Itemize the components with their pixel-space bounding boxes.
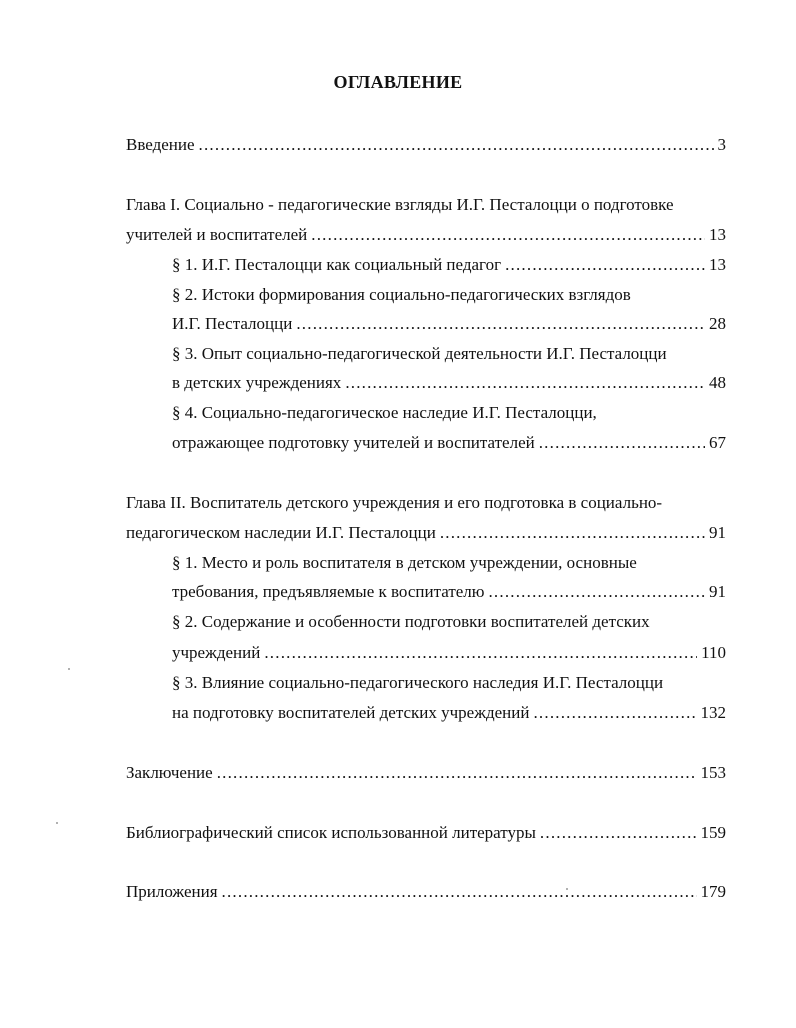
toc-entry-chapter2 (126, 522, 726, 544)
toc-page-number: 3 (717, 135, 726, 154)
ch2-sec3-line1: § 3. Влияние социально-педагогического наследия И.Г. Песталоцци (172, 673, 664, 692)
leader-dots (345, 372, 705, 394)
scan-speck (68, 668, 70, 670)
toc-entry-label: Введение (126, 135, 195, 154)
toc-entry-label: учреждений (172, 643, 261, 662)
toc-entry-label: отражающее подготовку учителей и воспитателей (172, 433, 535, 452)
ch2-sec1-line1: § 1. Место и роль воспитателя в детском учреждении, основные (172, 553, 637, 572)
toc-entry-ch2-sec1 (172, 581, 726, 603)
toc-entry-ch1-sec1 (172, 254, 726, 276)
toc-entry-label: учителей и воспитателей (126, 225, 308, 244)
toc-page-number: 13 (709, 225, 726, 244)
toc-page-number: 132 (700, 703, 726, 722)
leader-dots (505, 254, 705, 276)
leader-dots (539, 432, 705, 454)
toc-page-number: 48 (709, 373, 726, 392)
leader-dots (488, 581, 705, 603)
leader-dots (222, 881, 697, 903)
leader-dots (540, 822, 697, 844)
toc-entry-label: на подготовку воспитателей детских учреждений (172, 703, 530, 722)
chapter2-title-line1: Глава II. Воспитатель детского учреждения и его подготовка в социально- (126, 493, 663, 512)
toc-entry-label: в детских учреждениях (172, 373, 342, 392)
toc-entry-bibliography (126, 822, 726, 844)
toc-entry-label: Приложения (126, 882, 218, 901)
scan-speck (566, 888, 568, 890)
toc-entry-ch1-sec3 (172, 372, 726, 394)
toc-entry-label: педагогическом наследии И.Г. Песталоцци (126, 523, 436, 542)
chapter1-title-line1: Глава I. Социально - педагогические взгляды И.Г. Песталоцци о подготовке (126, 195, 674, 214)
leader-dots (296, 313, 705, 335)
toc-entry-label: требования, предъявляемые к воспитателю (172, 582, 485, 601)
toc-entry-label: § 1. И.Г. Песталоцци как социальный педагог (172, 255, 502, 274)
leader-dots (264, 642, 697, 664)
toc-page-number: 159 (700, 823, 726, 842)
toc-entry-ch2-sec2 (172, 642, 726, 664)
leader-dots (217, 762, 697, 784)
toc-page-number: 13 (709, 255, 726, 274)
ch1-sec4-line1: § 4. Социально-педагогическое наследие И.Г. Песталоцци, (172, 403, 597, 422)
toc-entry-chapter1 (126, 224, 726, 246)
toc-page-number: 179 (700, 882, 726, 901)
toc-entry-conclusion (126, 762, 726, 784)
page-title: ОГЛАВЛЕНИЕ (333, 72, 463, 92)
toc-entry-ch2-sec3 (172, 702, 726, 724)
toc-page-number: 110 (701, 643, 726, 662)
toc-page-number: 91 (709, 523, 726, 542)
toc-entry-appendix (126, 881, 726, 903)
leader-dots (440, 522, 705, 544)
ch1-sec3-line1: § 3. Опыт социально-педагогической деятельности И.Г. Песталоцци (172, 344, 667, 363)
ch2-sec2-line1: § 2. Содержание и особенности подготовки воспитателей детских (172, 612, 650, 631)
leader-dots (199, 134, 714, 156)
toc-entry-label: Библиографический список использованной литературы (126, 823, 536, 842)
leader-dots (533, 702, 696, 724)
toc-page-number: 67 (709, 433, 726, 452)
ch1-sec2-line1: § 2. Истоки формирования социально-педагогических взглядов (172, 285, 631, 304)
toc-page-number: 153 (700, 763, 726, 782)
toc-entry-label: Заключение (126, 763, 213, 782)
toc-entry-ch1-sec2 (172, 313, 726, 335)
toc-entry-ch1-sec4 (172, 432, 726, 454)
toc-page-number: 28 (709, 314, 726, 333)
toc-entry-label: И.Г. Песталоцци (172, 314, 293, 333)
leader-dots (311, 224, 705, 246)
toc-entry-intro (126, 134, 726, 156)
toc-page-number: 91 (709, 582, 726, 601)
scan-speck (56, 822, 58, 824)
